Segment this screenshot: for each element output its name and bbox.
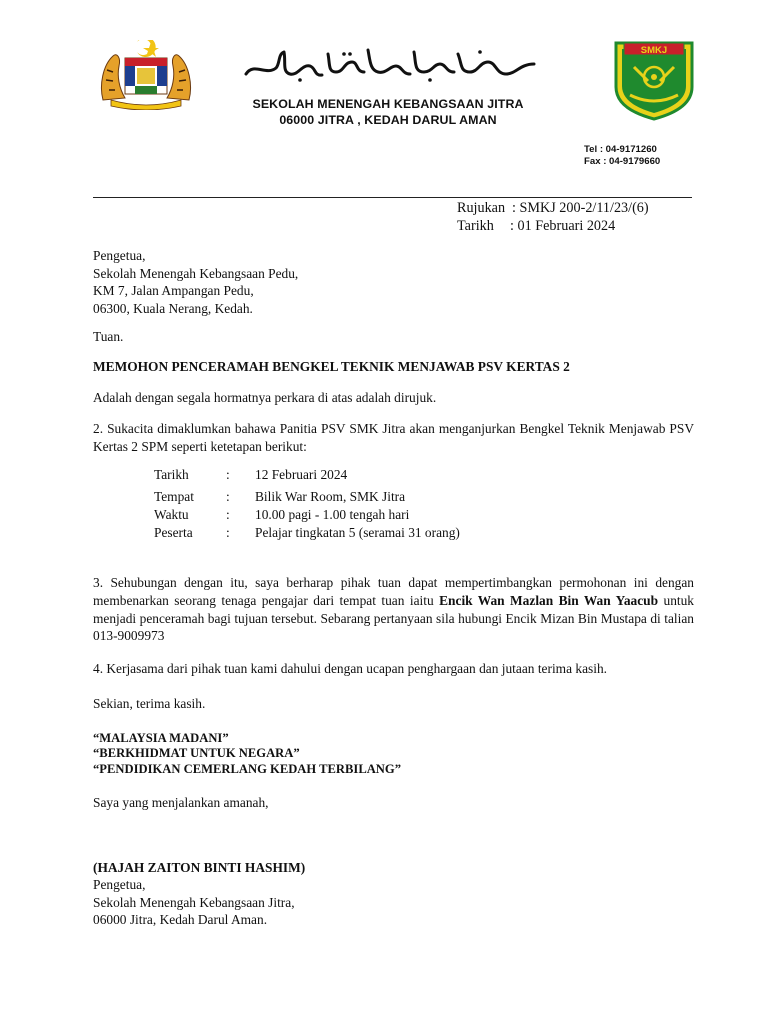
recipient-line: 06300, Kuala Nerang, Kedah. bbox=[93, 300, 253, 316]
signatory-line: 06000 Jitra, Kedah Darul Aman. bbox=[93, 911, 268, 927]
detail-key: Waktu bbox=[154, 507, 189, 522]
detail-key: Tempat bbox=[154, 489, 194, 504]
signatory-line: Sekolah Menengah Kebangsaan Jitra, bbox=[93, 894, 295, 910]
paragraph-3-text: untuk menjadi penceramah bagi tujuan tersebut. Sebarang pertanyaan sila hubungi Encik Mizan Bin Mustapa di talian 013-9009973 bbox=[93, 592, 694, 644]
signatory-block bbox=[93, 859, 305, 928]
motto-line: “MALAYSIA MADANI” bbox=[93, 731, 229, 745]
closing: Sekian, terima kasih. bbox=[93, 696, 206, 711]
school-badge-text: SMKJ bbox=[640, 45, 668, 56]
detail-colon: : bbox=[226, 467, 230, 482]
recipient-title: Pengetua, bbox=[93, 248, 146, 263]
detail-key: Tarikh bbox=[154, 467, 189, 482]
signatory-name: (HAJAH ZAITON BINTI HASHIM) bbox=[93, 860, 306, 875]
salutation: Tuan. bbox=[93, 329, 124, 344]
detail-colon: : bbox=[226, 525, 230, 540]
detail-row-time bbox=[154, 507, 409, 523]
recipient-line: KM 7, Jalan Ampangan Pedu, bbox=[93, 283, 254, 298]
date-label: Tarikh bbox=[457, 218, 494, 234]
detail-value: 12 Februari 2024 bbox=[255, 467, 348, 482]
paragraph-1: Adalah dengan segala hormatnya perkara di atas adalah dirujuk. bbox=[93, 390, 437, 405]
paragraph-4: 4. Kerjasama dari pihak tuan kami dahului dengan ucapan penghargaan dan jutaan terima kasih. bbox=[93, 661, 607, 676]
paragraph-3 bbox=[93, 574, 694, 645]
detail-value: Bilik War Room, SMK Jitra bbox=[255, 489, 406, 504]
school-address: 06000 JITRA , KEDAH DARUL AMAN bbox=[279, 113, 497, 127]
motto-line: “BERKHIDMAT UNTUK NEGARA” bbox=[93, 746, 300, 761]
telephone: Tel : 04-9171260 bbox=[584, 144, 657, 155]
letterhead-divider bbox=[93, 197, 692, 198]
signatory-title: Pengetua, bbox=[93, 877, 146, 893]
reference-label: Rujukan bbox=[457, 200, 506, 216]
recipient-line: Sekolah Menengah Kebangsaan Pedu, bbox=[93, 265, 299, 281]
detail-row-participants bbox=[154, 525, 460, 541]
reference-block bbox=[457, 199, 649, 235]
paragraph-2: 2. Sukacita dimaklumkan bahawa Panitia PSV SMK Jitra akan menganjurkan Bengkel Teknik Menjawab PSV Kertas 2 SPM seperti ketetapan berikut: bbox=[93, 421, 694, 454]
malaysia-coat-of-arms-icon bbox=[97, 40, 195, 110]
detail-key: Peserta bbox=[154, 525, 193, 540]
motto-line: “PENDIDIKAN CEMERLANG KEDAH TERBILANG” bbox=[93, 761, 401, 776]
school-name: SEKOLAH MENENGAH KEBANGSAAN JITRA bbox=[252, 97, 524, 111]
fax: Fax : 04-9179660 bbox=[584, 156, 661, 167]
detail-colon: : bbox=[226, 507, 230, 522]
detail-colon: : bbox=[226, 489, 230, 504]
detail-value: 10.00 pagi - 1.00 tengah hari bbox=[255, 507, 410, 522]
recipient-address bbox=[93, 247, 298, 317]
speaker-name: Encik Wan Mazlan Bin Wan Yaacub bbox=[439, 592, 659, 608]
jawi-calligraphy-logo bbox=[240, 42, 540, 84]
detail-value: Pelajar tingkatan 5 (seramai 31 orang) bbox=[255, 525, 460, 540]
letter-subject: MEMOHON PENCERAMAH BENGKEL TEKNIK MENJAWAB PSV KERTAS 2 bbox=[93, 359, 570, 374]
sign-off: Saya yang menjalankan amanah, bbox=[93, 795, 269, 810]
date-value: : 01 Februari 2024 bbox=[510, 218, 616, 234]
reference-date-row bbox=[457, 217, 649, 235]
detail-row-venue bbox=[154, 489, 405, 505]
school-badge-icon bbox=[608, 37, 700, 121]
reference-value: : SMKJ 200-2/11/23/(6) bbox=[512, 200, 649, 216]
paragraph-3-text: 3. Sehubungan dengan itu, saya berharap pihak tuan dapat mempertimbangkan permohonan ini dengan membenarkan seorang tenaga pengajar dari tempat tuan iaitu bbox=[93, 575, 694, 608]
motto-block bbox=[93, 731, 401, 777]
reference-number-row bbox=[457, 199, 649, 217]
detail-row-date bbox=[154, 467, 347, 483]
